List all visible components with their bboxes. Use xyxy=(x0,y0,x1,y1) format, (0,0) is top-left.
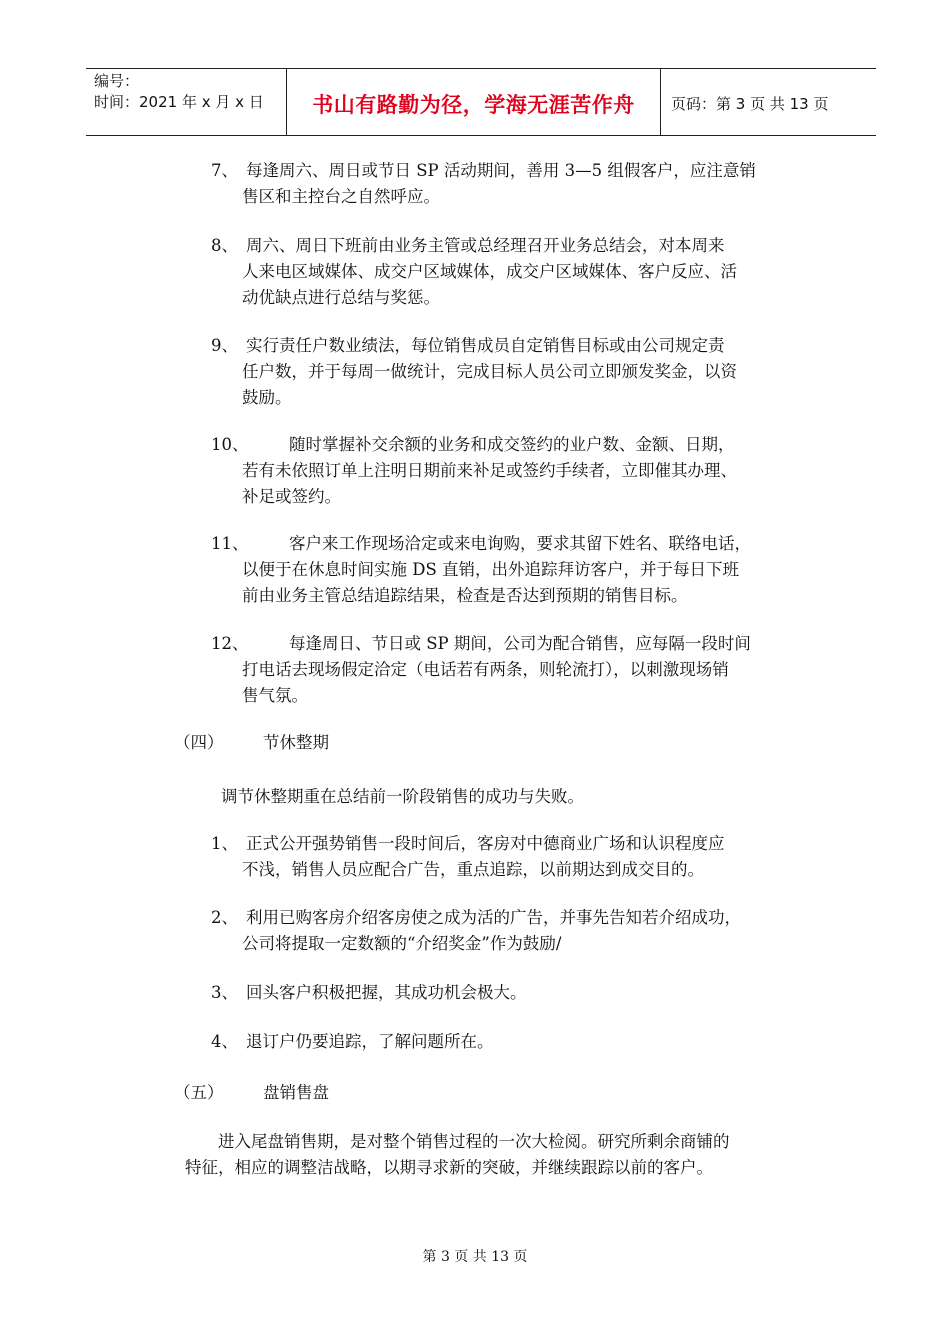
motto: 书山有路勤为径，学海无涯苦作舟 xyxy=(312,93,635,117)
item-number: 9、 xyxy=(211,336,238,355)
item-line: 动优缺点进行总结与奖惩。 xyxy=(242,288,440,307)
item-line: 公司将提取一定数额的“介绍奖金”作为鼓励/ xyxy=(242,934,562,953)
item-line: 售区和主控台之自然呼应。 xyxy=(242,187,440,206)
item-line: 回头客户积极把握，其成功机会极大。 xyxy=(246,983,527,1002)
item-line: 以便于在休息时间实施 DS 直销，出外追踪拜访客户，并于每日下班 xyxy=(242,560,740,579)
item-number: 8、 xyxy=(211,236,238,255)
item-line: 实行责任户数业绩法，每位销售成员自定销售目标或由公司规定责 xyxy=(246,336,725,355)
item-line: 退订户仍要追踪，了解问题所在。 xyxy=(246,1032,494,1051)
item-number: 1、 xyxy=(211,834,238,853)
header-meta-cell xyxy=(86,69,287,135)
page-info: 页码：第 3 页 共 13 页 xyxy=(671,95,829,113)
item-line: 不浅，销售人员应配合广告，重点追踪，以前期达到成交目的。 xyxy=(242,860,704,879)
item-number: 10、 xyxy=(211,435,249,454)
paragraph-line: 进入尾盘销售期，是对整个销售过程的一次大检阅。研究所剩余商铺的 xyxy=(218,1132,730,1151)
item-line: 人来电区域媒体、成交户区域媒体，成交户区域媒体、客户反应、活 xyxy=(242,262,737,281)
section-intro: 调节休整期重在总结前一阶段销售的成功与失败。 xyxy=(221,787,584,806)
section-title-5: 盘销售盘 xyxy=(263,1083,329,1102)
item-number: 2、 xyxy=(211,908,238,927)
item-line: 售气氛。 xyxy=(242,686,308,705)
item-line: 每逢周日、节日或 SP 期间，公司为配合销售，应每隔一段时间 xyxy=(289,634,751,653)
item-number: 4、 xyxy=(211,1032,238,1051)
header-motto-cell xyxy=(287,69,661,135)
page-header xyxy=(86,68,876,136)
item-number: 3、 xyxy=(211,983,238,1002)
item-line: 鼓励。 xyxy=(242,388,292,407)
item-line: 周六、周日下班前由业务主管或总经理召开业务总结会，对本周来 xyxy=(246,236,725,255)
item-line: 任户数，并于每周一做统计，完成目标人员公司立即颁发奖金，以资 xyxy=(242,362,737,381)
section-number: （四） xyxy=(174,733,224,752)
item-line: 每逢周六、周日或节日 SP 活动期间，善用 3—5 组假客户，应注意销 xyxy=(246,161,756,180)
section-title-4: 节休整期 xyxy=(263,733,329,752)
time-label: 时间：2021 年 x 月 x 日 xyxy=(94,93,264,111)
item-number: 7、 xyxy=(211,161,238,180)
item-line: 正式公开强势销售一段时间后，客房对中德商业广场和认识程度应 xyxy=(246,834,725,853)
item-line: 利用已购客房介绍客房使之成为活的广告，并事先告知若介绍成功， xyxy=(246,908,741,927)
section-heading-4 xyxy=(174,730,224,756)
item-number: 11、 xyxy=(211,534,249,553)
section-heading-5 xyxy=(174,1080,224,1106)
section-paragraph xyxy=(185,1129,730,1181)
paragraph-line: 特征，相应的调整洁战略，以期寻求新的突破，并继续跟踪以前的客户。 xyxy=(185,1158,713,1177)
item-number: 12、 xyxy=(211,634,249,653)
page-footer: 第 3 页 共 13 页 xyxy=(422,1249,528,1265)
number-label: 编号： xyxy=(94,72,140,90)
item-line: 打电话去现场假定洽定（电话若有两条，则轮流打），以刺激现场销 xyxy=(242,660,729,679)
item-line: 客户来工作现场洽定或来电询购，要求其留下姓名、联络电话， xyxy=(289,534,751,553)
item-line: 若有未依照订单上注明日期前来补足或签约手续者，立即催其办理、 xyxy=(242,461,737,480)
item-line: 前由业务主管总结追踪结果，检查是否达到预期的销售目标。 xyxy=(242,586,688,605)
header-page-cell xyxy=(661,69,876,135)
section-number: （五） xyxy=(174,1083,224,1102)
item-line: 随时掌握补交余额的业务和成交签约的业户数、金额、日期， xyxy=(289,435,735,454)
item-line: 补足或签约。 xyxy=(242,487,341,506)
